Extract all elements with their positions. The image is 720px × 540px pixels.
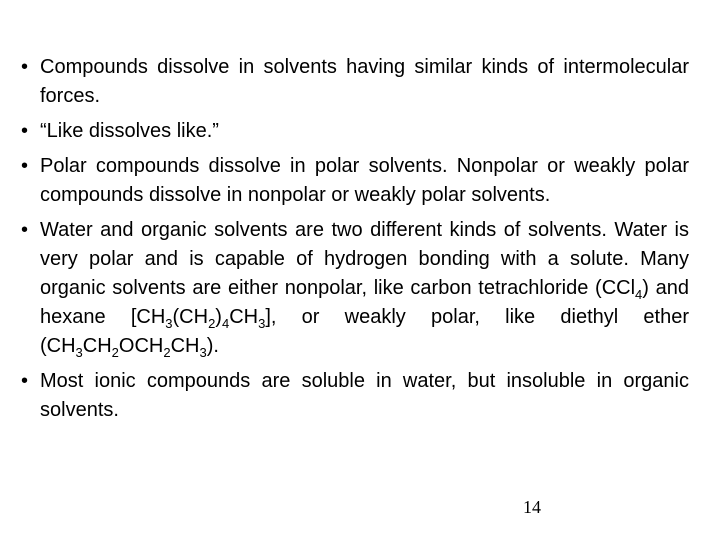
text-run: CH — [229, 306, 259, 328]
bullet-text: Compounds dissolve in solvents having similar kinds of intermolecular forces. — [40, 56, 689, 107]
subscript: 3 — [165, 316, 173, 331]
bullet-item — [21, 152, 689, 210]
bullet-item — [21, 216, 689, 361]
subscript: 3 — [258, 316, 266, 331]
bullet-text — [40, 219, 689, 360]
subscript: 2 — [163, 345, 171, 360]
bullet-item — [21, 117, 689, 146]
bullet-text: Most ionic compounds are soluble in water, but insoluble in organic solvents. — [40, 370, 689, 421]
page-number: 14 — [523, 497, 541, 517]
text-run: (CH — [172, 306, 209, 328]
bullet-item — [21, 367, 689, 425]
subscript: 2 — [208, 316, 216, 331]
bullet-dot: • — [21, 155, 29, 177]
bullet-list — [21, 53, 689, 431]
subscript: 3 — [75, 345, 83, 360]
text-run: CH — [82, 335, 112, 357]
subscript: 4 — [635, 287, 643, 302]
bullet-dot: • — [21, 370, 29, 392]
bullet-item — [21, 53, 689, 111]
bullet-text: Polar compounds dissolve in polar solvents. Nonpolar or weakly polar compounds dissolve in nonpolar or weakly polar solvents. — [40, 155, 689, 206]
text-run: ) and hexane [CH — [40, 277, 689, 328]
bullet-dot: • — [21, 56, 29, 78]
bullet-dot: • — [21, 219, 29, 241]
subscript: 3 — [199, 345, 207, 360]
subscript: 4 — [221, 316, 230, 331]
bullet-text: “Like dissolves like.” — [40, 120, 219, 142]
text-run: ], or weakly polar, like diethyl ether (CH — [40, 306, 689, 357]
text-run: ). — [206, 335, 219, 357]
text-run: Water and organic solvents are two different kinds of solvents. Water is very polar and is capable of hydrogen bonding with a solute. Many organic solvents are either nonpolar, like carbon tetrachloride (CCl — [40, 219, 689, 299]
text-run: CH — [170, 335, 200, 357]
bullet-dot: • — [21, 120, 29, 142]
text-run: OCH — [118, 335, 164, 357]
subscript: 2 — [111, 345, 119, 360]
text-run: ) — [215, 306, 222, 328]
